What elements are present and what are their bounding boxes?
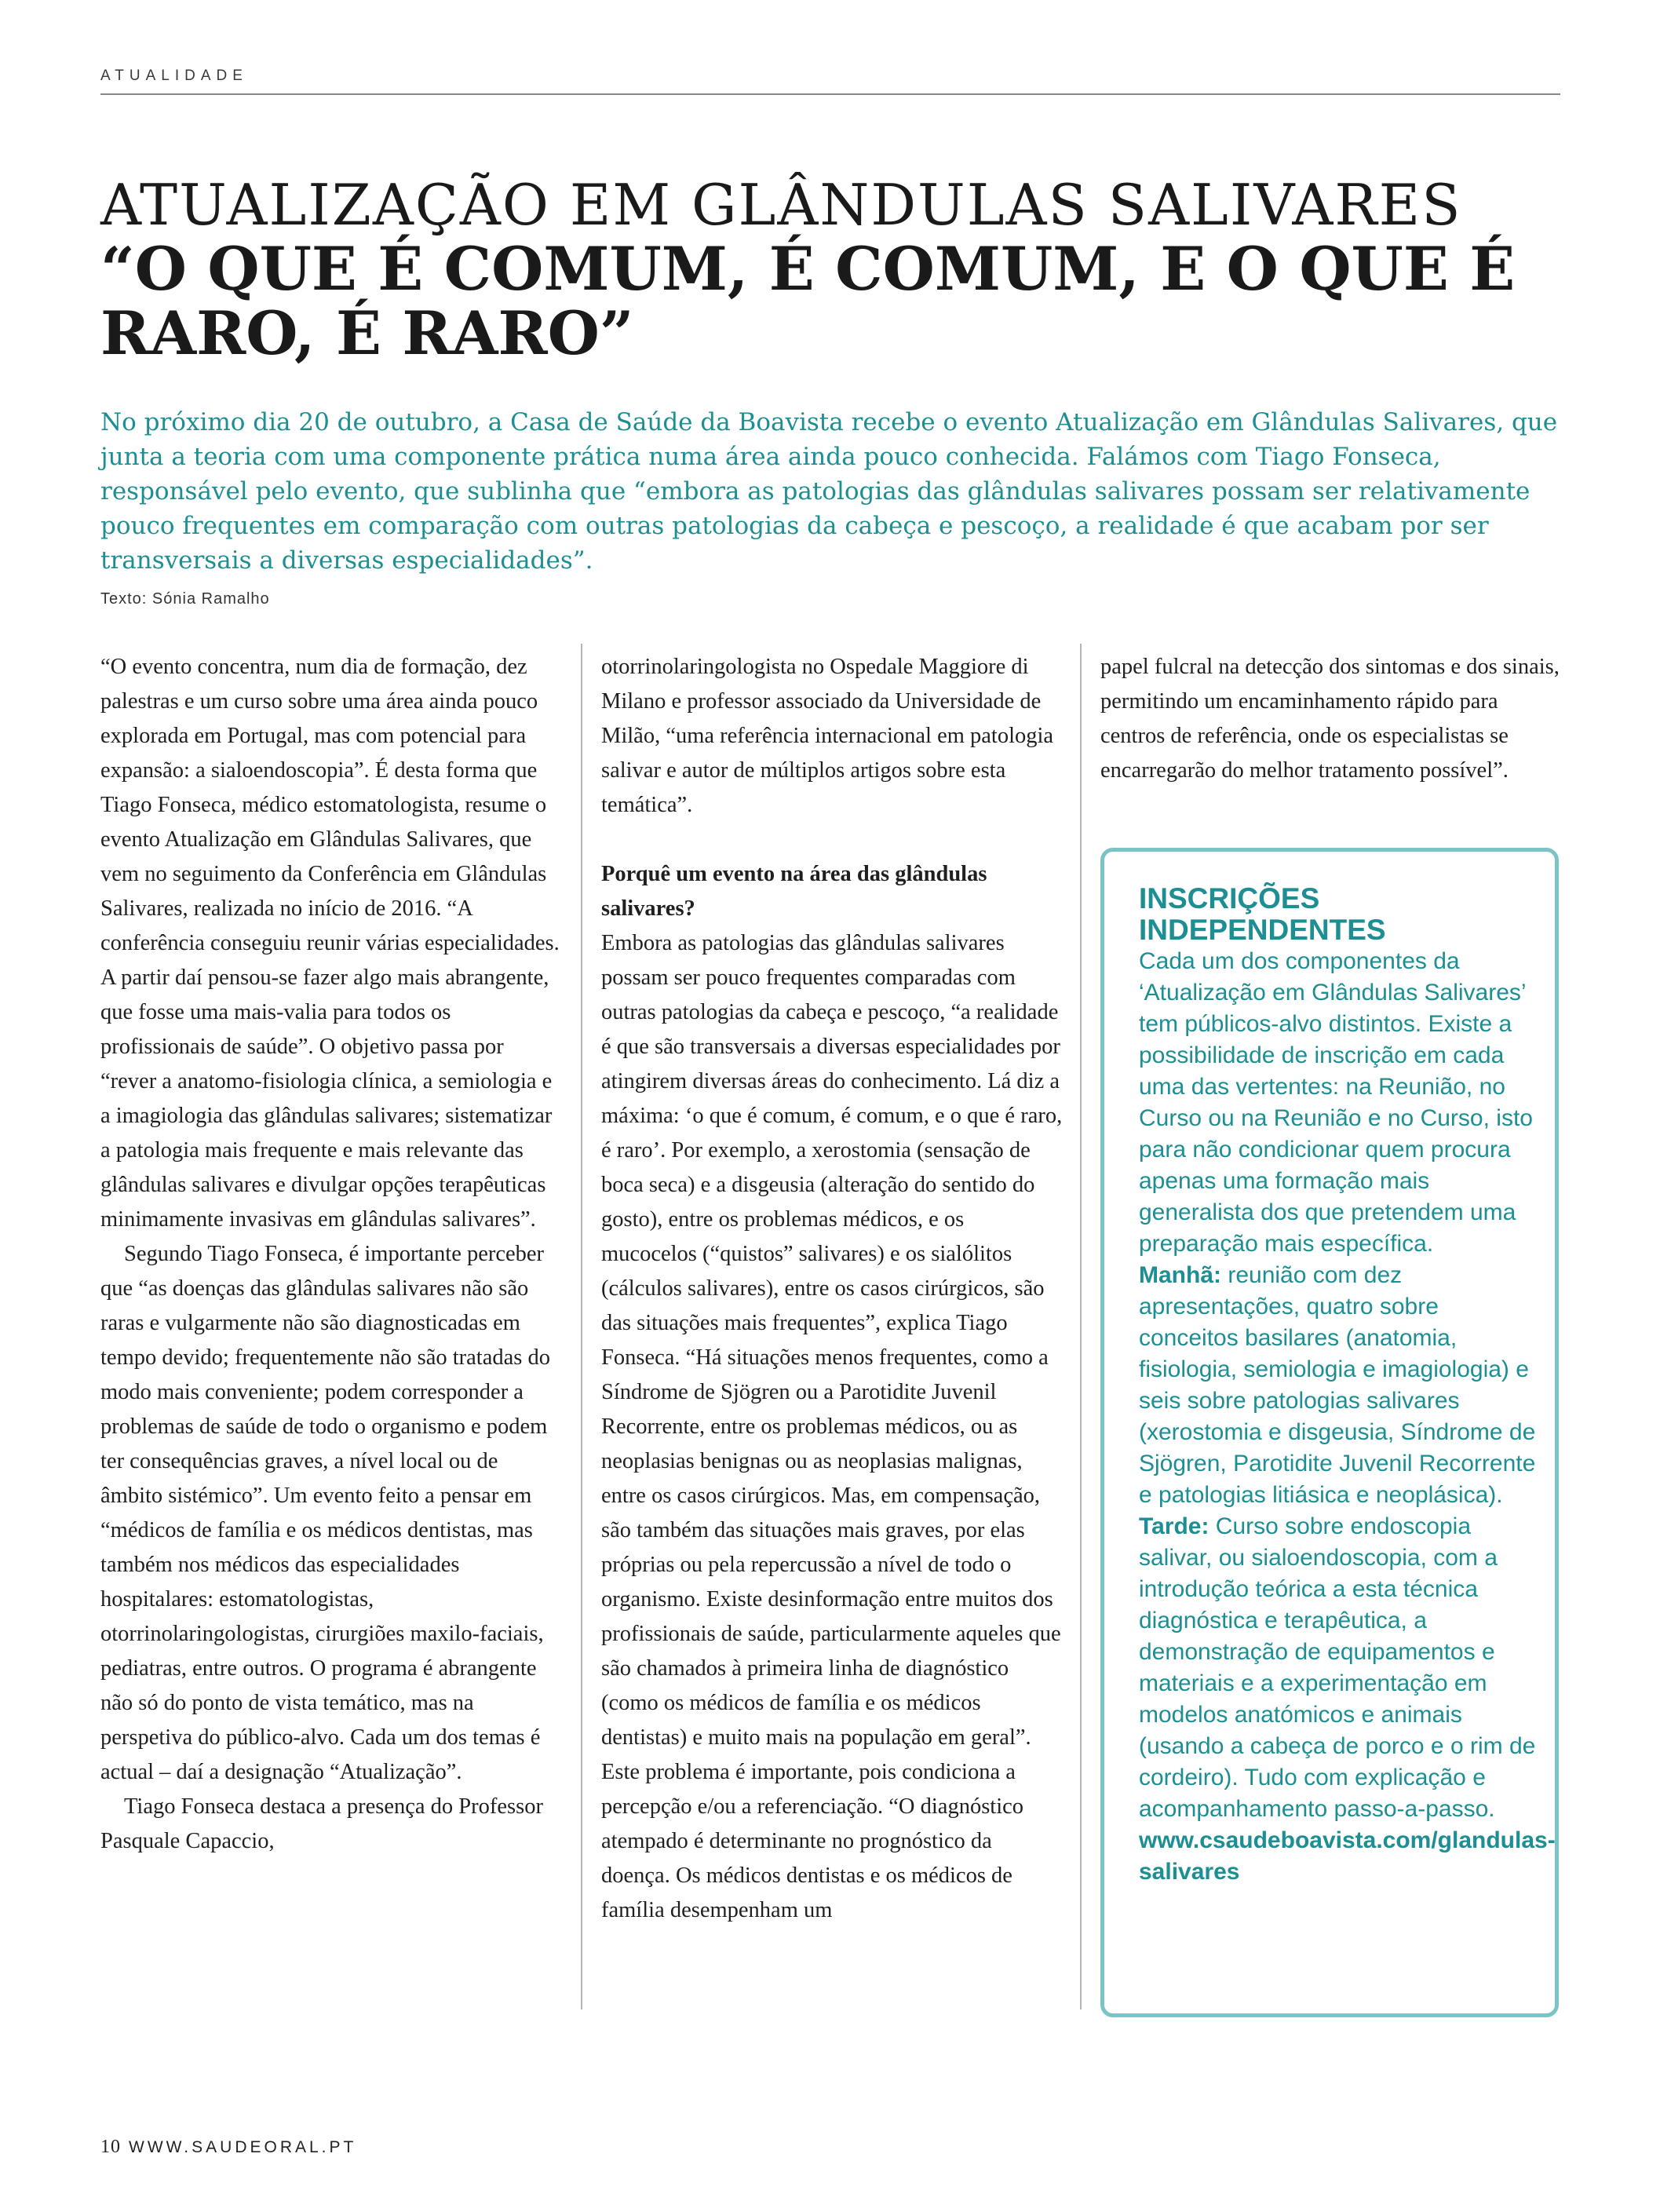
page-number: 10 xyxy=(100,2137,121,2157)
column-1 xyxy=(100,650,564,1859)
morning-label: Manhã: xyxy=(1139,1262,1221,1288)
section-label: ATUALIDADE xyxy=(100,68,248,84)
title-line-2: “O QUE É COMUM, É COMUM, E O QUE É RARO, É RARO” xyxy=(100,234,1516,368)
box-title: INSCRIÇÕES INDEPENDENTES xyxy=(1139,882,1386,946)
header-rule xyxy=(100,93,1560,95)
box-intro: Cada um dos componentes da ‘Atualização em Glândulas Salivares’ tem públicos-alvo distintos. Existe a possibilidade de inscrição em cada uma das vertentes: na Reunião, no Curso ou na Reunião e no Curso, isto para não condicionar quem procura apenas uma formação mais generalista dos que pretendem uma preparação mais específica. xyxy=(1139,948,1533,1257)
box-body xyxy=(1139,946,1536,1825)
paragraph: Segundo Tiago Fonseca, é importante perceber que “as doenças das glândulas salivares não são raras e vulgarmente não são diagnosticadas em tempo devido; frequentemente não são tratadas do modo mais conveniente; podem corresponder a problemas de saúde de todo o organismo e podem ter consequências graves, a nível local ou de âmbito sistémico”. Um evento feito a pensar em “médicos de família e os médicos dentistas, mas também nos médicos das especialidades hospitalares: estomatologistas, otorrinolaringologistas, cirurgiões maxilo-faciais, pediatras, entre outros. O programa é abrangente não só do ponto de vista temático, mas na perspetiva do público-alvo. Cada um dos temas é actual – daí a designação “Atualização”. xyxy=(100,1242,550,1784)
page-footer xyxy=(100,2137,356,2158)
paragraph: Embora as patologias das glândulas salivares possam ser pouco frequentes comparadas com outras patologias da cabeça e pescoço, “a realidade é que são transversais a diversas especialidades por atingirem diversas áreas do conhecimento. Lá diz a máxima: ‘o que é comum, é comum, e o que é raro, é raro’. Por exemplo, a xerostomia (sensação de boca seca) e a disgeusia (alteração do sentido do gosto), entre os problemas médicos, e os mucocelos (“quistos” salivares) e os sialólitos (cálculos salivares), entre os casos cirúrgicos, são das situações mais frequentes”, explica Tiago Fonseca. “Há situações menos frequentes, como a Síndrome de Sjögren ou a Parotidite Juvenil Recorrente, entre os problemas médicos, ou as neoplasias benignas ou as neoplasias malignas, entre os casos cirúrgicos. Mas, em compensação, são também das situações mais graves, por elas próprias ou pela repercussão a nível de todo o organismo. Existe desinformação entre muitos dos profissionais de saúde, particularmente aqueles que são chamados à primeira linha de diagnóstico (como os médicos de família e os médicos dentistas) e muito mais na população em geral”. Este problema é importante, pois condiciona a percepção e/ou a referenciação. “O diagnóstico atempado é determinante no prognóstico da doença. Os médicos dentistas e os médicos de família desempenham um xyxy=(601,931,1063,1922)
section-heading: Porquê um evento na área das glândulas salivares? xyxy=(601,862,987,921)
article-lead: No próximo dia 20 de outubro, a Casa de Saúde da Boavista recebe o evento Atualização em Glândulas Salivares, que junta a teoria com uma componente prática numa área ainda pouco conhecida. Falámos com Tiago Fonseca, responsável pelo evento, que sublinha que “embora as patologias das glândulas salivares possam ser relativamente pouco frequentes em comparação com outras patologias da cabeça e pescoço, a realidade é que acabam por ser transversais a diversas especialidades”. xyxy=(100,408,1558,575)
registration-link[interactable]: www.csaudeboavista.com/glandulas-salivares xyxy=(1139,1827,1556,1885)
site-url[interactable]: WWW.SAUDEORAL.PT xyxy=(129,2138,357,2156)
title-line-1: ATUALIZAÇÃO EM GLÂNDULAS SALIVARES xyxy=(100,172,1462,238)
paragraph: papel fulcral na detecção dos sintomas e dos sinais, permitindo um encaminhamento rápido para centros de referência, onde os especialistas se encarregarão do melhor tratamento possível”. xyxy=(1100,655,1560,783)
registration-box xyxy=(1100,848,1559,2017)
afternoon-label: Tarde: xyxy=(1139,1513,1209,1539)
paragraph: “O evento concentra, num dia de formação, dez palestras e um curso sobre uma área ainda pouco explorada em Portugal, mas com potencial para expansão: a sialoendoscopia”. É desta forma que Tiago Fonseca, médico estomatologista, resume o evento Atualização em Glândulas Salivares, que vem no seguimento da Conferência em Glândulas Salivares, realizada no início de 2016. “A conferência conseguiu reunir várias especialidades. A partir daí pensou-se fazer algo mais abrangente, que fosse uma mais-valia para todos os profissionais de saúde”. O objetivo passa por “rever a anatomo-fisiologia clínica, a semiologia e a imagiologia das glândulas salivares; sistematizar a patologia mais frequente e mais relevante das glândulas salivares e divulgar opções terapêuticas minimamente invasivas em glândulas salivares”. xyxy=(100,655,560,1232)
column-2 xyxy=(601,650,1064,1928)
article-title xyxy=(100,173,1592,366)
paragraph: otorrinolaringologista no Ospedale Maggiore di Milano e professor associado da Universidade de Milão, “uma referência internacional em patologia salivar e autor de múltiplos artigos sobre esta temática”. xyxy=(601,655,1054,817)
column-divider xyxy=(581,644,582,2009)
column-3 xyxy=(1100,650,1563,788)
afternoon-text: Curso sobre endoscopia salivar, ou sialoendoscopia, com a introdução teórica a esta técnica diagnóstica e terapêutica, a demonstração de equipamentos e materiais e a experimentação em modelos anatómicos e animais (usando a cabeça de porco e o rim de cordeiro). Tudo com explicação e acompanhamento passo-a-passo. xyxy=(1139,1513,1536,1822)
byline: Texto: Sónia Ramalho xyxy=(100,590,270,608)
morning-text: reunião com dez apresentações, quatro sobre conceitos basilares (anatomia, fisiologia, semiologia e imagiologia) e seis sobre patologias salivares (xerostomia e disgeusia, Síndrome de Sjögren, Parotidite Juvenil Recorrente e patologias litiásica e neoplásica). xyxy=(1139,1262,1536,1508)
column-divider xyxy=(1080,644,1082,2009)
paragraph: Tiago Fonseca destaca a presença do Professor Pasquale Capaccio, xyxy=(100,1794,543,1853)
